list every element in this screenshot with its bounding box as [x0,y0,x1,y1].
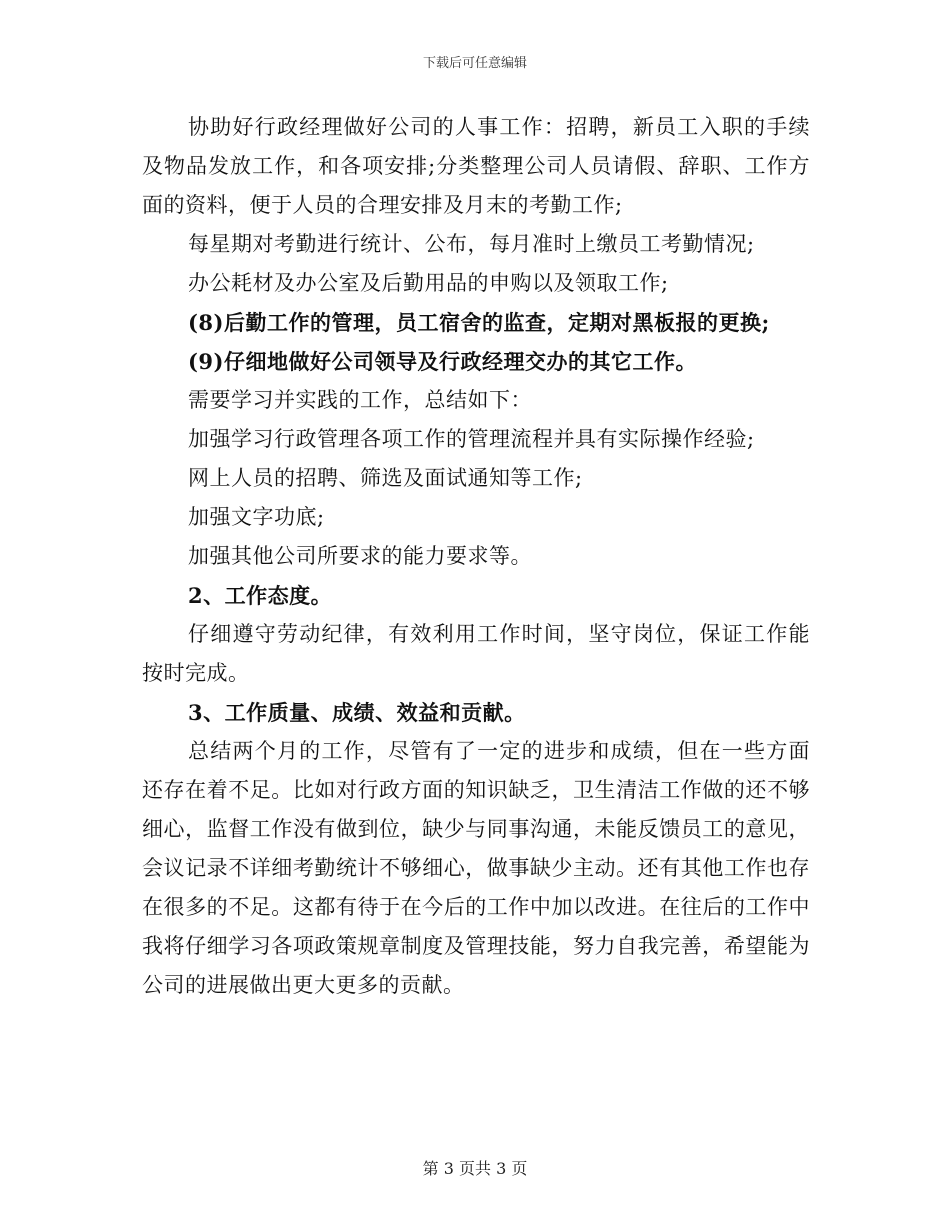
paragraph-other-abilities: 加强其他公司所要求的能力要求等。 [188,544,532,568]
paragraph-logistics: (8)后勤工作的管理，员工宿舍的监查，定期对黑板报的更换; [188,310,770,335]
paragraph-learning-intro: 需要学习并实践的工作，总结如下： [188,388,532,412]
paragraph-summary: 总结两个月的工作，尽管有了一定的进步和成绩，但在一些方面还存在着不足。比如对行政方面的知识缺乏，卫生清洁工作做的还不够细心，监督工作没有做到位，缺少与同事沟通，未能反馈员工的意见，会议记录不详细考勤统计不够细心，做事缺少主动。还有其他工作也存在很多的不足。这都有待于在今后的工作中加以改进。在往后的工作中我将仔细学习各项政策规章制度及管理技能，努力自我完善，希望能为公司的进展做出更大更多的贡献。 [142,739,810,997]
heading-work-attitude: 2、工作态度。 [188,583,333,608]
paragraph-attendance: 每星期对考勤进行统计、公布，每月准时上缴员工考勤情况; [188,232,755,256]
paragraph-other-tasks: (9)仔细地做好公司领导及行政经理交办的其它工作。 [188,349,697,374]
paragraph-writing-skills: 加强文字功底; [188,505,325,529]
paragraph-work-attitude: 仔细遵守劳动纪律，有效利用工作时间，坚守岗位，保证工作能按时完成。 [142,622,810,685]
paragraph-supplies: 办公耗材及办公室及后勤用品的申购以及领取工作; [188,271,669,295]
heading-work-quality: 3、工作质量、成绩、效益和贡献。 [188,700,526,725]
paragraph-online-recruiting: 网上人员的招聘、筛选及面试通知等工作; [188,466,583,490]
paragraph-learning-process: 加强学习行政管理各项工作的管理流程并具有实际操作经验; [188,427,755,451]
page-header: 下载后可任意编辑 [422,56,527,71]
document-body [142,108,810,1005]
paragraph-hr-work: 协助好行政经理做好公司的人事工作：招聘，新员工入职的手续及物品发放工作，和各项安排;分类整理公司人员请假、辞职、工作方面的资料，便于人员的合理安排及月末的考勤工作; [142,115,810,217]
page-footer: 第 3 页共 3 页 [422,1159,528,1178]
